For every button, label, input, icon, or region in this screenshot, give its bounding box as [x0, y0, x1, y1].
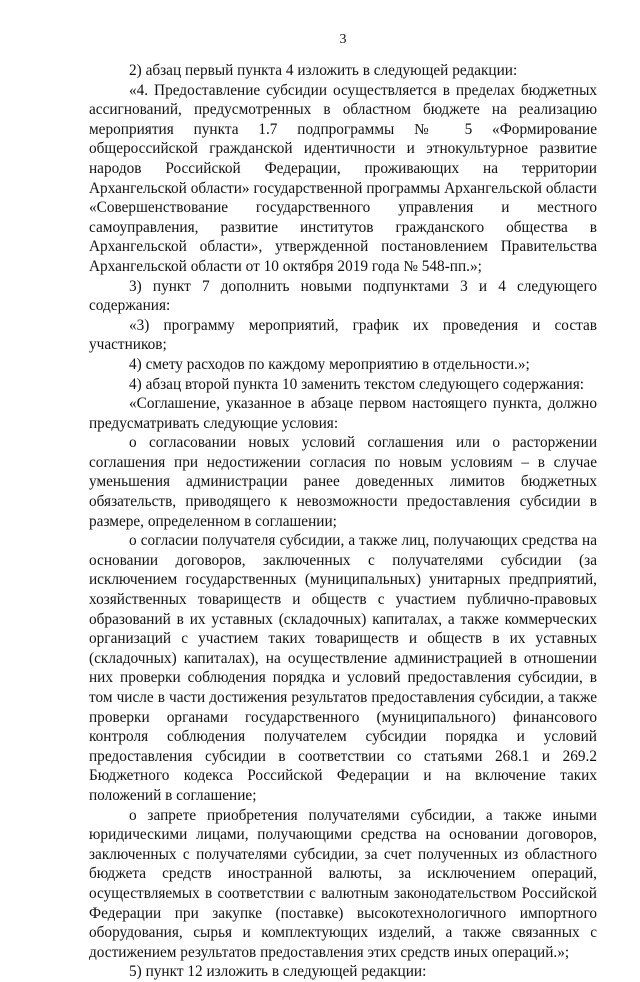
paragraph-subitem-4: 4) смету расходов по каждому мероприятию в отдельности.»;	[129, 355, 530, 373]
paragraph-amend-item-2: 2) абзац первый пункта 4 изложить в следующей редакции:	[129, 62, 518, 79]
page-number: 3	[339, 32, 347, 47]
paragraph-agreement-intro: «Соглашение, указанное в абзаце первом настоящего пункта, должно предусматривать следующие условия:	[89, 395, 597, 432]
paragraph-condition-new-terms: о согласовании новых условий соглашения или о расторжении соглашения при недостижении согласия по новым условиям – в случае уменьшения администрации ранее доведенных лимитов бюджетных обязательств, приводящего к невозможности предоставления субсидии в размере, определенном в соглашении;	[89, 434, 597, 530]
document-page	[89, 32, 597, 982]
paragraph-condition-consent: о согласии получателя субсидии, а также лиц, получающих средства на основании договоров, заключенных с получателями субсидии (за исключением государственных (муниципальных) унитарных предприятий, хозяйственных товариществ и обществ с участием публично-правовых образований в их уставных (складочных) капиталах, а также коммерческих организаций с участием таких товариществ и обществ в их уставных (складочных) капиталах), на осуществление администрацией в отношении них проверки соблюдения порядка и условий предоставления субсидии, в том числе в части достижения результатов предоставления субсидии, а также проверки органами государственного (муниципального) финансового контроля соблюдения получателем субсидии порядка и условий предоставления субсидии в соответствии со статьями 268.1 и 269.2 Бюджетного кодекса Российской Федерации и на включение таких положений в соглашение;	[89, 532, 597, 804]
paragraph-amend-item-5: 5) пункт 12 изложить в следующей редакции:	[129, 963, 427, 981]
paragraph-subitem-3: «3) программу мероприятий, график их проведения и состав участников;	[89, 316, 597, 354]
paragraph-amend-item-3: 3) пункт 7 дополнить новыми подпунктами 3 и 4 следующего содержания:	[89, 277, 597, 315]
paragraph-condition-currency-ban: о запрете приобретения получателями субсидии, а также иными юридическими лицами, получающими средства на основании договоров, заключенных с получателями субсидии, за счет полученных из областного бюджета средств иностранной валюты, за исключением операций, осуществляемых в соответствии с валютным законодательством Российской Федерации при закупке (поставке) высокотехнологичного импортного оборудования, сырья и комплектующих изделий, а также связанных с достижением результатов предоставления этих средств иных операций.»;	[89, 806, 597, 961]
paragraph-clause-4: «4. Предоставление субсидии осуществляется в пределах бюджетных ассигнований, предусмотренных в областном бюджете на реализацию мероприятия пункта 1.7 подпрограммы № 5 «Формирование общероссийской гражданской идентичности и этнокультурное развитие народов Российской Федерации, проживающих на территории Архангельской области» государственной программы Архангельской области «Совершенствование государственного управления и местного самоуправления, развитие институтов гражданского общества в Архангельской области», утвержденной постановлением Правительства Архангельской области от 10 октября 2019 года № 548-пп.»;	[89, 81, 597, 275]
paragraph-amend-item-4: 4) абзац второй пункта 10 заменить текстом следующего содержания:	[129, 375, 584, 393]
